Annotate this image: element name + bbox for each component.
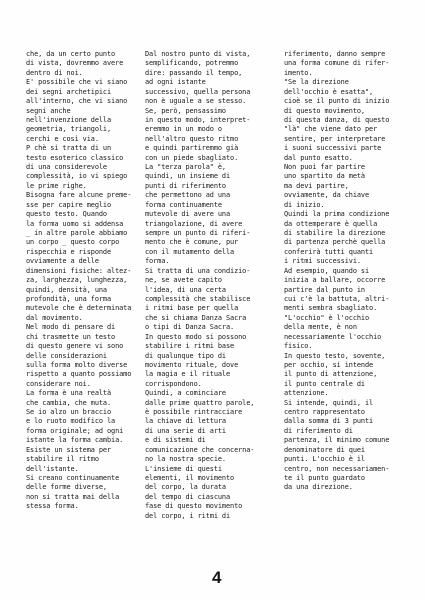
text-line: movimento rituale, dove [145,360,239,369]
text-line: da ottemperare è quella [284,219,378,228]
text-line: è possibile rintracciare [145,408,243,417]
text-line: comunicazione che concerna- [145,445,255,454]
text-line: segni anche [26,106,71,115]
text-line: dei segni archetipici [26,87,112,96]
text-line: del corpo, la durata [145,483,226,492]
text-line: complessità, io vi spiego [26,172,128,181]
text-line: punti. L'occhio è il [284,455,365,464]
text-line: delle considerazioni [26,351,107,360]
text-line: non è uguale a se stesso. [145,97,247,106]
text-line: di riferimento di [284,426,353,435]
text-line: P chè si tratta di un [26,144,112,153]
text-line: un corpo _ questo corpo [26,238,120,247]
text-line: il punto centrale di [284,379,365,388]
text-line: mento che è comune, pur [145,238,239,247]
text-line: della mente, è non [284,323,357,332]
text-line: del corpo, i ritmi di [145,511,231,520]
text-column-2 [145,50,265,521]
text-line: di stabilire la direzione [284,229,386,238]
text-line: di inizio. [284,200,325,209]
text-line: di questa danza, di questo [284,115,390,124]
text-line: nell'invenzione della [26,115,112,124]
text-line: rispecchia e risponde [26,247,112,256]
text-line: dal movimento. [26,313,83,322]
text-line: corrispondono. [145,379,202,388]
text-line: da una direzione. [284,483,353,492]
text-line: l'idea, di una certa [145,285,226,294]
text-line: nell'altro questo ritmo [145,134,239,143]
text-line: che si chiama Danza Sacra [145,313,247,322]
text-line: in questo modo, interpret- [145,115,251,124]
text-line: del tempo di ciascuna [145,492,231,501]
text-line: no la nostra specie. [145,455,226,464]
text-line: Ad esempio, quando si [284,266,370,275]
text-column-3 [284,50,404,493]
text-line: Si tratta di una condizio- [145,266,251,275]
text-line: Bisogna fare alcune preme- [26,191,132,200]
text-line: dalle prime quattro parole, [145,398,255,407]
text-line: con il mutamento della [145,247,235,256]
text-line: dalla somma di 3 punti [284,417,374,426]
text-line: Si intende, quindi, il [284,398,374,407]
text-line: la chiave di lettura [145,417,226,426]
text-line: considerare noi. [26,379,91,388]
text-line: te il punto guardato [284,473,365,482]
text-line: ovviamente, da chiave [284,191,370,200]
text-line: testo esoterico classico [26,153,124,162]
text-line: che permettono ad una [145,191,231,200]
text-line: dell'istante. [26,464,79,473]
text-line: triangolazione, di avere [145,219,243,228]
text-line: con un piede sbagliato. [145,153,239,162]
text-line: necessariamente l'occhio [284,332,382,341]
text-line: Quindi, a cominciare [145,389,226,398]
text-line: forma continuamente [145,200,222,209]
text-line: "là" che viene dato per [284,125,378,134]
text-line: La "terza parola" è, [145,163,226,172]
text-line: ovviamente a delle [26,257,99,266]
text-line: quindi, un insieme di [145,172,231,181]
text-line: la forma uomo si addensa [26,219,124,228]
text-line: di vista, dovremmo avere [26,59,124,68]
text-line: stabilire i ritmi base [145,342,235,351]
page-number: 4 [212,568,222,587]
text-line: ne, se avete capito [145,276,222,285]
text-line: e lo ruoto modifico la [26,417,116,426]
text-line: una forma comune di rifer- [284,59,390,68]
text-line: Quindi la prima condizione [284,210,390,219]
text-line: i suoni successivi parte [284,144,382,153]
text-line: per occhio, si intende [284,360,374,369]
text-line: che cambia, che muta. [26,398,112,407]
text-line: forma. [145,257,170,266]
text-line: di una serie di arti [145,426,226,435]
text-line: i ritmi successivi. [284,257,361,266]
text-line: Nel modo di pensare di [26,323,116,332]
text-line: fase di questo movimento [145,502,243,511]
text-line: elementi, il movimento [145,473,235,482]
text-line: quindi, densità, una [26,285,107,294]
text-line: chi trasmette un testo [26,332,116,341]
text-line: uno spartito da metà [284,172,365,181]
text-line: dentro di noi. [26,68,83,77]
text-line: Non puoi far partire [284,163,365,172]
text-line: successivo, quella persona [145,87,251,96]
text-line: mutevole di avere una [145,210,231,219]
text-line: di una considerevole [26,163,107,172]
text-line: Se, però, pensassimo [145,106,226,115]
text-line: rispetto a quanto possiamo [26,370,132,379]
text-line: cioè se il punto di inizio [284,97,390,106]
text-line: mutevole che è determinata [26,304,132,313]
text-line: punti di riferimento [145,181,226,190]
text-line: "Se la direzione [284,78,349,87]
text-line: ad ogni istante [145,78,206,87]
text-line: e quindi partiremmo già [145,144,239,153]
text-line: cerchi e così via. [26,134,99,143]
text-line: Si creano continuamente [26,473,120,482]
text-line: stessa forma. [26,502,79,511]
text-line: centro, non necessariamen- [284,464,390,473]
text-line: e di sistemi di [145,436,206,445]
text-line: E' possibile che vi siano [26,78,128,87]
text-line: il punto di attenzione, [284,370,378,379]
text-line: la magia e il rituale [145,370,231,379]
text-line: Esiste un sistema per [26,445,112,454]
text-line: La forma è una realtà [26,389,112,398]
text-line: all'interno, che vi siano [26,97,128,106]
text-line: forma originale; ad ogni [26,426,124,435]
text-line: istante la forma cambia. [26,436,124,445]
text-line: dire: passando il tempo, [145,68,243,77]
text-line: eremmo in un modo o [145,125,222,134]
text-line: za, larghezza, lunghezza, [26,276,128,285]
text-line: centro rappresentato [284,408,365,417]
text-line: dimensioni fisiche: altez- [26,266,132,275]
text-line: di partenza perchè quella [284,238,386,247]
text-line: delle forme diverse, [26,483,107,492]
text-line: sempre un punto di riferi- [145,229,251,238]
text-line: le prime righe. [26,181,87,190]
text-line: di questo movimento, [284,106,365,115]
text-line: imento. [284,68,313,77]
text-line: In questo modo si possono [145,332,247,341]
text-line: sse per capire meglio [26,200,112,209]
text-line: conferirà tutti quanti [284,247,374,256]
text-line: dell'occhio è esatta", [284,87,374,96]
text-line: partire dal punto in [284,285,365,294]
text-line: partenza, il minimo comune [284,436,390,445]
text-line: di questo genere vi sono [26,342,124,351]
text-line: sentire, per interpretare [284,134,386,143]
text-line: Se io alzo un braccio [26,408,112,417]
text-line: denominatore di quei [284,445,365,454]
text-line: fisico. [284,342,313,351]
text-line: complessità che stabilisce [145,294,251,303]
text-line: semplificando, potremmo [145,59,239,68]
text-line: che, da un certo punto [26,50,116,58]
text-line: cui c'è la battuta, altri- [284,294,390,303]
text-line: stabilire il ritmo [26,455,99,464]
text-line: Dal nostro punto di vista, [145,50,251,58]
text-line: dal punto esatto. [284,153,353,162]
text-line: questo testo. Quando [26,210,107,219]
text-line: "L'occhio" è l'occhio [284,313,370,322]
text-line: riferimento, danno sempre [284,50,386,58]
text-line: geometria, triangoli, [26,125,112,134]
text-line: sulla forma molto diverse [26,360,128,369]
text-line: _ in altre parole abbiamo [26,229,128,238]
text-line: profondità, una forma [26,294,112,303]
text-column-1 [26,50,146,512]
text-line: attenzione. [284,389,329,398]
text-line: menti sembra sbagliato. [284,304,378,313]
text-line: ma devi partire, [284,181,349,190]
text-line: di qualunque tipo di [145,351,226,360]
text-line: inizia a ballare, occorre [284,276,386,285]
text-line: i ritmi base per quella [145,304,239,313]
text-line: non si tratta mai della [26,492,120,501]
text-line: L'insieme di questi [145,464,222,473]
text-line: o tipi di Danza Sacra. [145,323,235,332]
text-line: In questo testo, sovente, [284,351,386,360]
